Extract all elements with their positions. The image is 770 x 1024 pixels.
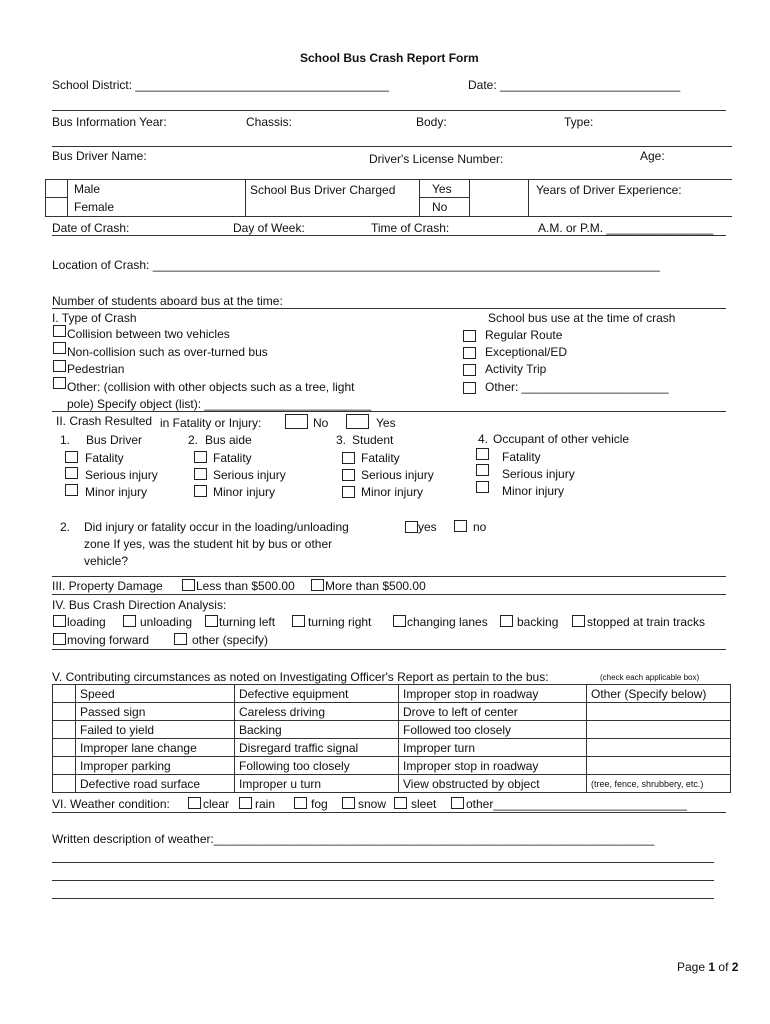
group-item: Minor injury xyxy=(213,485,276,499)
loading-zone-no-label: no xyxy=(473,520,487,534)
cell-blank[interactable] xyxy=(587,757,731,775)
group-item: Fatality xyxy=(502,450,541,464)
checkbox[interactable] xyxy=(182,579,195,591)
checkbox-cell[interactable] xyxy=(53,775,76,793)
weather-snow: snow xyxy=(358,797,387,811)
male-option[interactable]: Male xyxy=(74,182,101,196)
weather-fog: fog xyxy=(311,797,328,811)
cell: View obstructed by object xyxy=(399,775,587,793)
direction-turning-left: turning left xyxy=(219,615,276,629)
checkbox[interactable] xyxy=(294,797,307,809)
checkbox-cell[interactable] xyxy=(53,757,76,775)
checkbox[interactable] xyxy=(53,360,66,372)
direction-turning-right: turning right xyxy=(308,615,372,629)
group-item: Serious injury xyxy=(361,468,434,482)
page-prefix: Page xyxy=(677,960,706,974)
divider xyxy=(52,594,726,595)
checkbox[interactable] xyxy=(65,451,78,463)
checkbox[interactable] xyxy=(476,464,489,476)
cell: Speed xyxy=(76,685,235,703)
cell: Backing xyxy=(235,721,399,739)
group-item: Minor injury xyxy=(502,484,565,498)
damage-more-label: More than $500.00 xyxy=(325,579,426,593)
cell: Passed sign xyxy=(76,703,235,721)
driver-name-label: Bus Driver Name: xyxy=(52,149,147,163)
checkbox[interactable] xyxy=(463,330,476,342)
cell: Improper stop in roadway xyxy=(399,685,587,703)
bus-use-heading: School bus use at the time of crash xyxy=(488,311,676,325)
checkbox[interactable] xyxy=(476,481,489,493)
direction-train-tracks: stopped at train tracks xyxy=(587,615,706,629)
writing-line[interactable] xyxy=(52,862,714,863)
cell-blank[interactable] xyxy=(587,739,731,757)
cell-blank[interactable] xyxy=(587,721,731,739)
charged-yes-option[interactable]: Yes xyxy=(432,182,452,196)
cell: Improper turn xyxy=(399,739,587,757)
am-pm-field[interactable]: A.M. or P.M. ________________ xyxy=(538,221,714,235)
checkbox[interactable] xyxy=(285,414,308,429)
section2-heading: II. Crash Resulted xyxy=(56,414,153,428)
form-title: School Bus Crash Report Form xyxy=(300,51,479,65)
checkbox[interactable] xyxy=(463,347,476,359)
group-item: Serious injury xyxy=(85,468,158,482)
loading-zone-question-line: vehicle? xyxy=(84,554,129,568)
group-item: Fatality xyxy=(361,451,400,465)
crash-type-noncollision: Non-collision such as over-turned bus xyxy=(67,345,268,359)
date-of-crash-label: Date of Crash: xyxy=(52,221,130,235)
weather-other-field[interactable]: other_____________________________ xyxy=(466,797,687,811)
divider xyxy=(45,179,732,180)
checkbox[interactable] xyxy=(239,797,252,809)
group-item: Minor injury xyxy=(361,485,424,499)
divider xyxy=(52,649,726,650)
grid-line xyxy=(45,197,67,198)
divider xyxy=(52,308,726,309)
cell: Following too closely xyxy=(235,757,399,775)
checkbox[interactable] xyxy=(123,615,136,627)
checkbox[interactable] xyxy=(342,469,355,481)
checkbox[interactable] xyxy=(53,325,66,337)
checkbox[interactable] xyxy=(342,452,355,464)
bus-use-other-field[interactable]: Other: ______________________ xyxy=(485,380,669,394)
injury-no-label: No xyxy=(313,416,329,430)
direction-other: other (specify) xyxy=(192,633,269,647)
page-total: 2 xyxy=(731,960,739,974)
cell-obstructed-note: (tree, fence, shrubbery, etc.) xyxy=(587,775,731,793)
checkbox[interactable] xyxy=(188,797,201,809)
cell: Improper u turn xyxy=(235,775,399,793)
divider xyxy=(52,576,726,577)
license-label: Driver's License Number: xyxy=(369,152,504,166)
checkbox[interactable] xyxy=(342,486,355,498)
checkbox[interactable] xyxy=(292,615,305,627)
cell: Defective equipment xyxy=(235,685,399,703)
checkbox[interactable] xyxy=(174,633,187,645)
checkbox[interactable] xyxy=(205,615,218,627)
bus-use-exceptional: Exceptional/ED xyxy=(485,345,568,359)
checkbox[interactable] xyxy=(194,451,207,463)
checkbox[interactable] xyxy=(53,633,66,645)
weather-heading: VI. Weather condition: xyxy=(52,797,170,811)
grid-line xyxy=(67,179,68,216)
grid-line xyxy=(469,179,470,216)
contributing-heading: V. Contributing circumstances as noted on Investigating Officer's Report as pertain to the bus: xyxy=(52,670,549,684)
group-number: 2. xyxy=(188,433,199,447)
checkbox[interactable] xyxy=(463,382,476,394)
page-of: of xyxy=(718,960,729,974)
years-experience-label: Years of Driver Experience: xyxy=(536,183,682,197)
group-item: Serious injury xyxy=(502,467,575,481)
question-number: 2. xyxy=(60,520,71,534)
checkbox[interactable] xyxy=(476,448,489,460)
time-of-crash-label: Time of Crash: xyxy=(371,221,450,235)
check-note: (check each applicable box) xyxy=(600,673,700,682)
checkbox[interactable] xyxy=(463,364,476,376)
page-indicator xyxy=(677,960,738,974)
group-number: 1. xyxy=(60,433,71,447)
group-item: Fatality xyxy=(213,451,252,465)
driver-charged-label: School Bus Driver Charged xyxy=(250,183,396,197)
property-damage-heading: III. Property Damage xyxy=(52,579,163,593)
checkbox[interactable] xyxy=(65,484,78,496)
grid-line xyxy=(528,179,529,216)
cell: Followed too closely xyxy=(399,721,587,739)
writing-line[interactable] xyxy=(52,880,714,881)
cell: Improper parking xyxy=(76,757,235,775)
cell: Careless driving xyxy=(235,703,399,721)
checkbox[interactable] xyxy=(393,615,406,627)
group-title-bus-aide: Bus aide xyxy=(205,433,252,447)
group-item: Fatality xyxy=(85,451,124,465)
group-title-student: Student xyxy=(352,433,394,447)
checkbox-cell[interactable] xyxy=(53,703,76,721)
section2-heading-cont: in Fatality or Injury: xyxy=(160,416,262,430)
cell: Disregard traffic signal xyxy=(235,739,399,757)
checkbox[interactable] xyxy=(194,468,207,480)
bus-use-activity: Activity Trip xyxy=(485,362,547,376)
divider xyxy=(45,216,732,217)
divider xyxy=(52,411,726,412)
divider xyxy=(52,812,726,813)
cell: Drove to left of center xyxy=(399,703,587,721)
weather-rain: rain xyxy=(255,797,276,811)
page-number: 1 xyxy=(708,960,716,974)
divider xyxy=(52,235,726,236)
divider xyxy=(52,146,732,147)
date-field[interactable]: Date: ___________________________ xyxy=(468,78,681,92)
checkbox[interactable] xyxy=(53,342,66,354)
cell: Improper lane change xyxy=(76,739,235,757)
weather-sleet: sleet xyxy=(411,797,437,811)
checkbox[interactable] xyxy=(342,797,355,809)
location-field[interactable]: Location of Crash: ____________________________________________________________________________ xyxy=(52,258,660,272)
body-label: Body: xyxy=(416,115,447,129)
loading-zone-question-line: Did injury or fatality occur in the loading/unloading xyxy=(84,520,349,534)
cell-blank[interactable] xyxy=(587,703,731,721)
cell: Improper stop in roadway xyxy=(399,757,587,775)
checkbox[interactable] xyxy=(451,797,464,809)
crash-type-pedestrian: Pedestrian xyxy=(67,362,125,376)
checkbox[interactable] xyxy=(65,467,78,479)
weather-description-field[interactable]: Written description of weather:__________________________________________________________________ xyxy=(52,832,655,846)
grid-line xyxy=(245,179,246,216)
direction-backing: backing xyxy=(517,615,559,629)
direction-loading: loading xyxy=(67,615,106,629)
loading-zone-yes-label: yes xyxy=(418,520,437,534)
checkbox[interactable] xyxy=(500,615,513,627)
type-of-crash-heading: I. Type of Crash xyxy=(52,311,137,325)
group-number: 4. xyxy=(478,432,489,446)
loading-zone-question-line: zone If yes, was the student hit by bus or other xyxy=(84,537,333,551)
checkbox[interactable] xyxy=(394,797,407,809)
group-title-other-vehicle: Occupant of other vehicle xyxy=(493,432,630,446)
age-label: Age: xyxy=(640,149,665,163)
crash-type-collision: Collision between two vehicles xyxy=(67,327,230,341)
injury-yes-label: Yes xyxy=(376,416,396,430)
type-label: Type: xyxy=(564,115,594,129)
checkbox[interactable] xyxy=(194,485,207,497)
checkbox[interactable] xyxy=(53,615,66,627)
female-option[interactable]: Female xyxy=(74,200,115,214)
checkbox-cell[interactable] xyxy=(53,685,76,703)
weather-clear: clear xyxy=(203,797,230,811)
group-title-bus-driver: Bus Driver xyxy=(86,433,143,447)
direction-analysis-heading: IV. Bus Crash Direction Analysis: xyxy=(52,598,227,612)
checkbox[interactable] xyxy=(53,377,66,389)
writing-line[interactable] xyxy=(52,898,714,899)
cell-other[interactable]: Other (Specify below) xyxy=(587,685,731,703)
checkbox[interactable] xyxy=(454,520,467,532)
bus-year-label: Bus Information Year: xyxy=(52,115,167,129)
checkbox-cell[interactable] xyxy=(53,721,76,739)
direction-moving-forward: moving forward xyxy=(67,633,150,647)
checkbox[interactable] xyxy=(311,579,324,591)
checkbox[interactable] xyxy=(405,521,418,533)
damage-less-label: Less than $500.00 xyxy=(196,579,295,593)
divider xyxy=(52,110,726,111)
day-of-week-label: Day of Week: xyxy=(233,221,305,235)
contributing-table xyxy=(52,684,731,793)
bus-use-regular: Regular Route xyxy=(485,328,563,342)
checkbox[interactable] xyxy=(572,615,585,627)
crash-type-other: Other: (collision with other objects such as a tree, light xyxy=(67,380,355,394)
cell: Defective road surface xyxy=(76,775,235,793)
group-number: 3. xyxy=(336,433,347,447)
cell: Failed to yield xyxy=(76,721,235,739)
school-district-field[interactable]: School District: ______________________________________ xyxy=(52,78,389,92)
grid-line xyxy=(419,197,469,198)
checkbox-cell[interactable] xyxy=(53,739,76,757)
checkbox[interactable] xyxy=(346,414,369,429)
charged-no-option[interactable]: No xyxy=(432,200,448,214)
chassis-label: Chassis: xyxy=(246,115,293,129)
students-aboard-label: Number of students aboard bus at the time: xyxy=(52,294,283,308)
group-item: Serious injury xyxy=(213,468,286,482)
group-item: Minor injury xyxy=(85,485,148,499)
direction-changing-lanes: changing lanes xyxy=(407,615,488,629)
crash-type-specify-field[interactable]: pole) Specify object (list): _________________________ xyxy=(67,397,372,411)
direction-unloading: unloading xyxy=(140,615,193,629)
